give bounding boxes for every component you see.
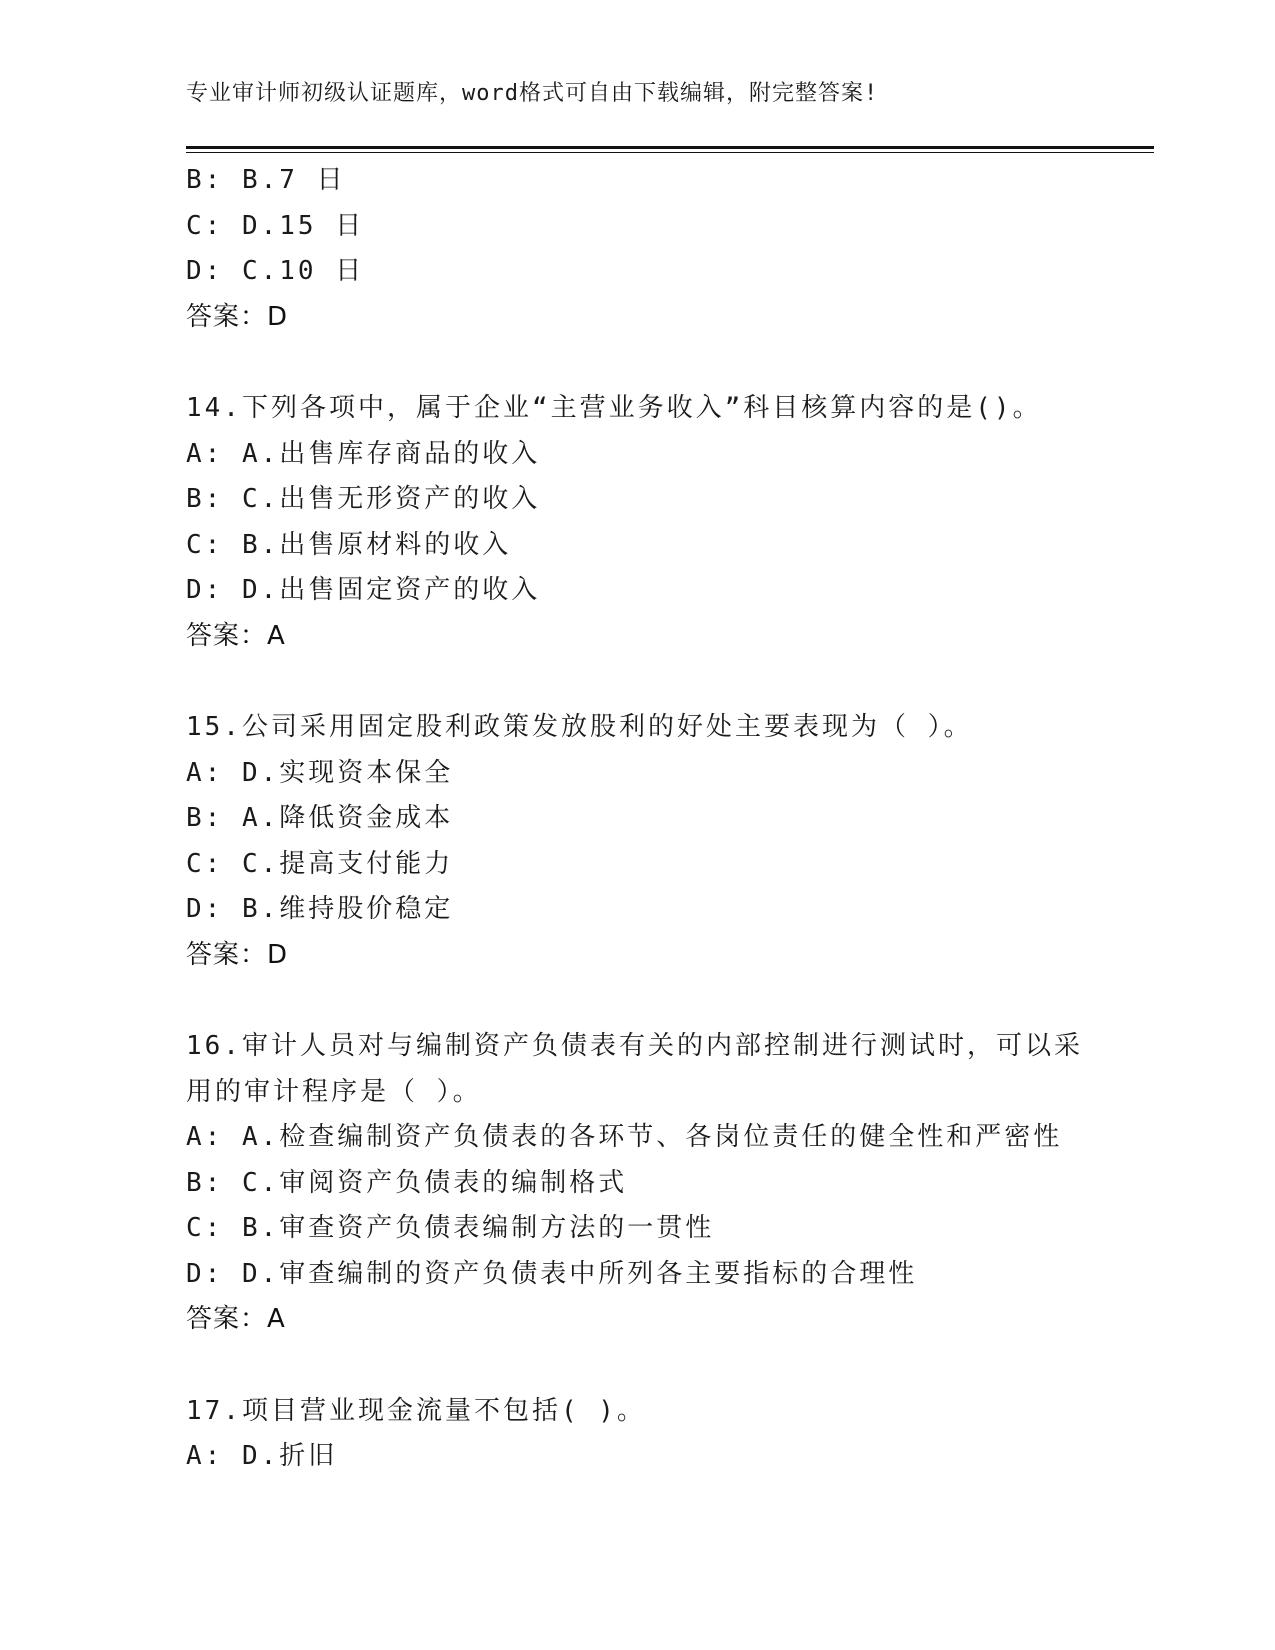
- answer-line: 答案：A: [186, 1304, 286, 1334]
- option-line: B: C.出售无形资产的收入: [186, 484, 541, 514]
- option-line: C: C.提高支付能力: [186, 848, 454, 879]
- header-rule-thick: [186, 146, 1154, 149]
- document-header: 专业审计师初级认证题库，word格式可自由下载编辑，附完整答案!: [186, 81, 879, 106]
- option-line: B: C.审阅资产负债表的编制格式: [186, 1167, 628, 1198]
- header-rule-thin: [186, 152, 1154, 153]
- option-line: D: C.10 日: [186, 256, 365, 286]
- option-line: D: D.审查编制的资产负债表中所列各主要指标的合理性: [186, 1258, 918, 1289]
- question-stem: 用的审计程序是（ ）。: [186, 1076, 482, 1107]
- option-line: C: B.出售原材料的收入: [186, 529, 512, 560]
- question-stem: 15.公司采用固定股利政策发放股利的好处主要表现为（ ）。: [186, 712, 973, 742]
- option-line: C: B.审查资产负债表编制方法的一贯性: [186, 1213, 715, 1243]
- option-line: B: B.7 日: [186, 165, 346, 195]
- option-line: D: D.出售固定资产的收入: [186, 575, 541, 605]
- question-content: [186, 158, 1086, 1480]
- option-line: A: D.折旧: [186, 1441, 338, 1471]
- question-stem: 14.下列各项中，属于企业“主营业务收入”科目核算内容的是()。: [186, 393, 1042, 423]
- question-stem: 16.审计人员对与编制资产负债表有关的内部控制进行测试时，可以采: [186, 1031, 1083, 1061]
- option-line: C: D.15 日: [186, 210, 365, 241]
- option-line: A: D.实现资本保全: [186, 757, 454, 788]
- option-line: D: B.维持股价稳定: [186, 894, 454, 924]
- question-stem: 17.项目营业现金流量不包括( )。: [186, 1395, 646, 1426]
- answer-line: 答案：D: [186, 301, 289, 332]
- option-line: A: A.检查编制资产负债表的各环节、各岗位责任的健全性和严密性: [186, 1122, 1063, 1152]
- answer-line: 答案：D: [186, 939, 289, 970]
- option-line: A: A.出售库存商品的收入: [186, 438, 541, 469]
- option-line: B: A.降低资金成本: [186, 803, 454, 833]
- answer-line: 答案：A: [186, 620, 286, 651]
